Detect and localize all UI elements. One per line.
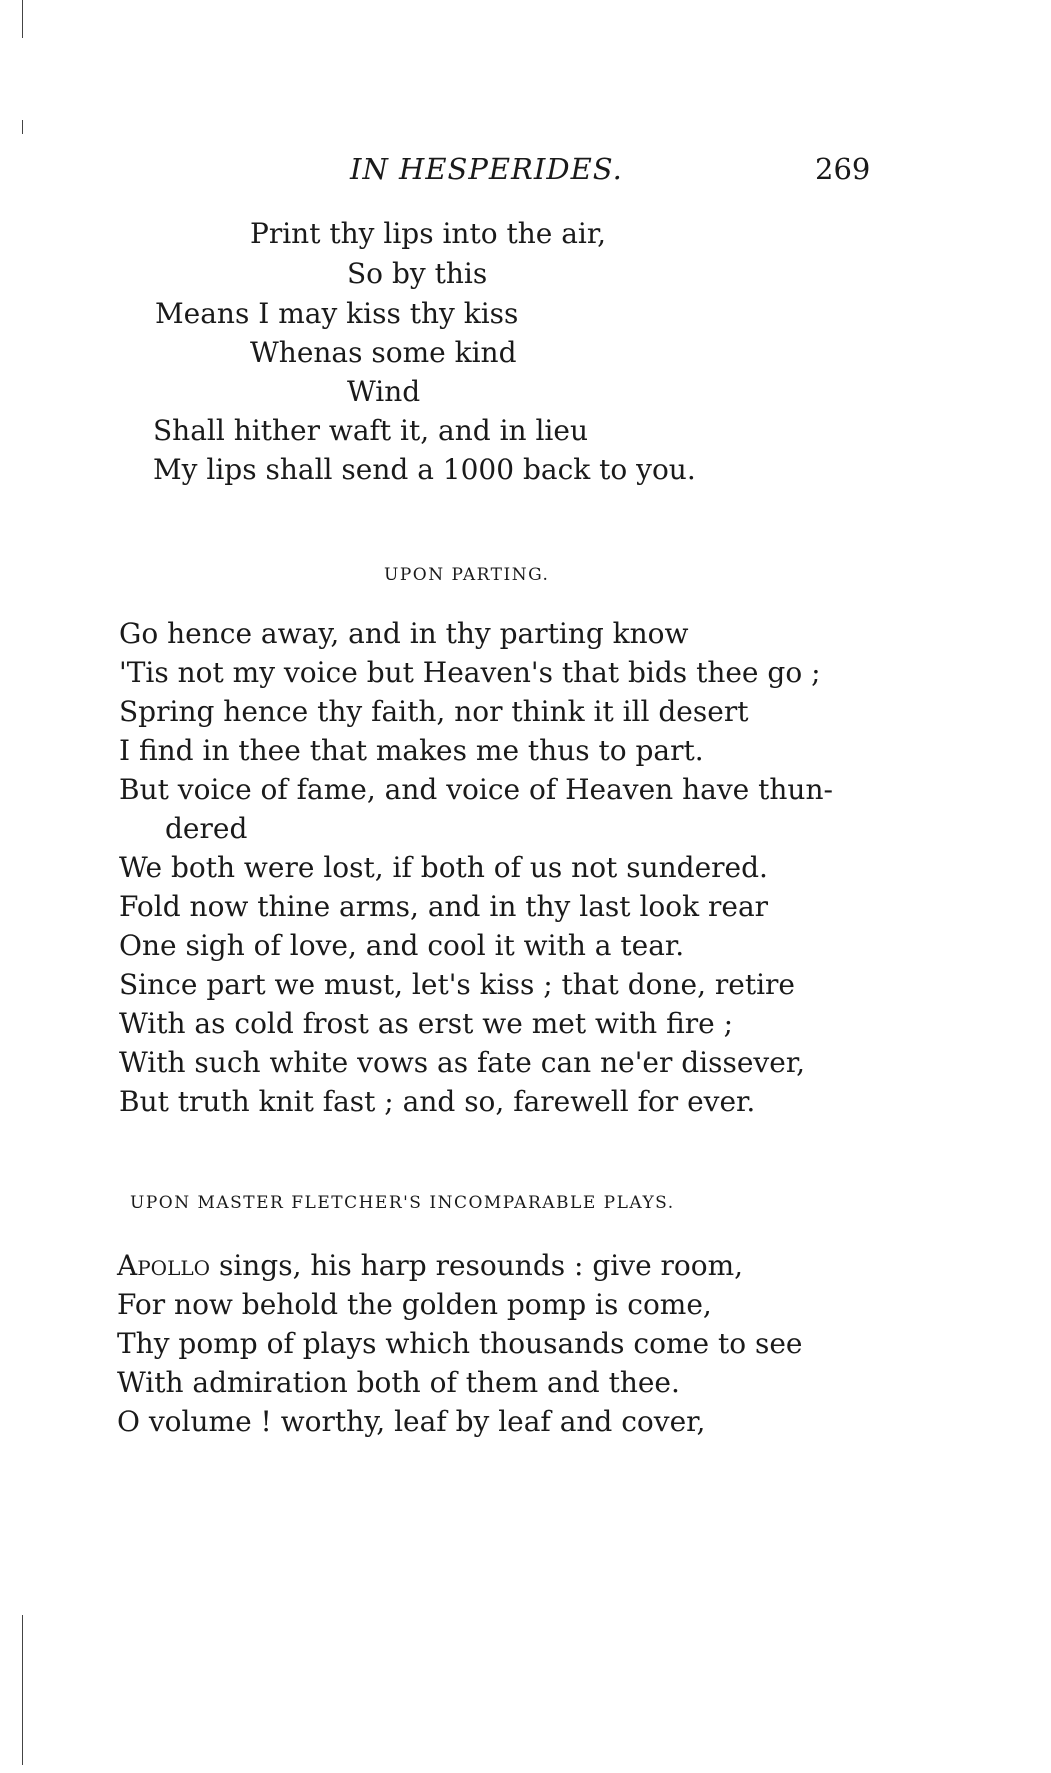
poem-line: Shall hither waft it, and in lieu: [153, 414, 588, 447]
poem-line: But voice of fame, and voice of Heaven have thun-: [119, 773, 833, 806]
margin-mark-top: [22, 0, 23, 38]
page-number: 269: [815, 152, 871, 186]
poem-line: Thy pomp of plays which thousands come to see: [117, 1327, 803, 1360]
poem-title: UPON PARTING.: [384, 565, 550, 585]
poem-line: For now behold the golden pomp is come,: [117, 1288, 712, 1321]
poem-line: Wind: [347, 375, 421, 408]
poem-line: With admiration both of them and thee.: [117, 1366, 680, 1399]
poem-line: We both were lost, if both of us not sundered.: [119, 851, 768, 884]
poem-line: [117, 1249, 744, 1282]
poem-line: My lips shall send a 1000 back to you.: [153, 453, 696, 486]
poem-line: With as cold frost as erst we met with fire ;: [119, 1007, 734, 1040]
poem-line: With such white vows as fate can ne'er dissever,: [119, 1046, 806, 1079]
poem-line: O volume ! worthy, leaf by leaf and cover,: [117, 1405, 706, 1438]
poem-line: Since part we must, let's kiss ; that done, retire: [119, 968, 795, 1001]
poem-line: I find in thee that makes me thus to part.: [119, 734, 704, 767]
running-title: IN HESPERIDES.: [350, 152, 623, 186]
first-word: Apollo: [117, 1249, 211, 1282]
poem-line: 'Tis not my voice but Heaven's that bids thee go ;: [119, 656, 821, 689]
first-line-rest: sings, his harp resounds : give room,: [210, 1249, 744, 1282]
poem-line: Whenas some kind: [250, 336, 517, 369]
poem-line: Fold now thine arms, and in thy last look rear: [119, 890, 769, 923]
poem-line: Print thy lips into the air,: [250, 217, 607, 250]
running-head: [0, 152, 1051, 192]
poem-line: Spring hence thy faith, nor think it ill desert: [119, 695, 749, 728]
margin-mark-bottom: [22, 1615, 23, 1765]
margin-mark-mid: [22, 120, 23, 134]
poem-line: Means I may kiss thy kiss: [155, 297, 519, 330]
poem-line: dered: [165, 812, 248, 845]
poem-line: So by this: [347, 257, 488, 290]
poem-line: Go hence away, and in thy parting know: [119, 617, 689, 650]
poem-line: One sigh of love, and cool it with a tear.: [119, 929, 685, 962]
poem-title: UPON MASTER FLETCHER'S INCOMPARABLE PLAYS.: [130, 1193, 675, 1213]
poem-line: But truth knit fast ; and so, farewell for ever.: [119, 1085, 756, 1118]
